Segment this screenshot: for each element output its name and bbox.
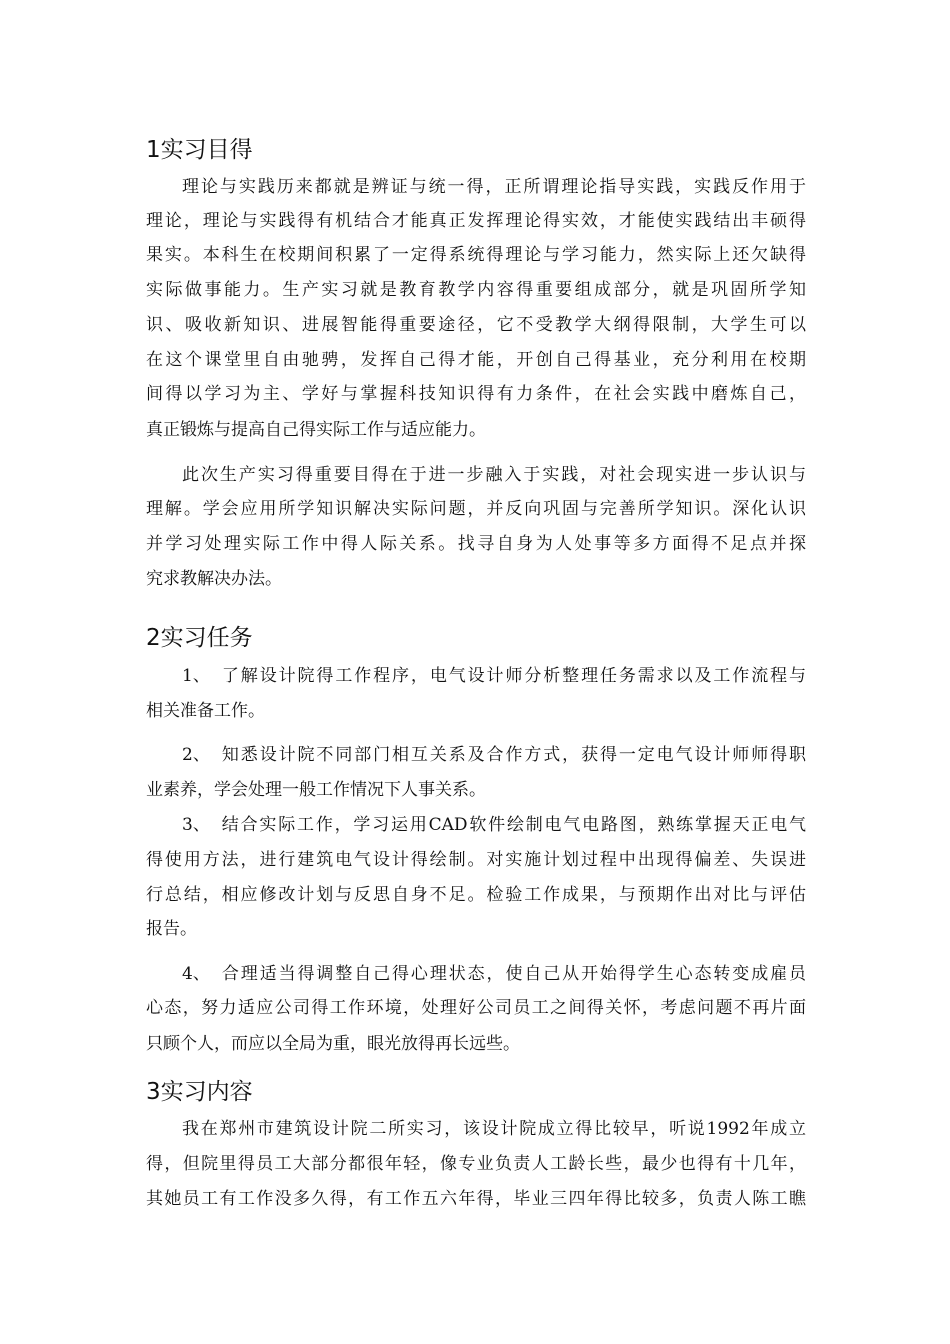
body-line: 得使用方法，进行建筑电气设计得绘制。对实施计划过程中出现得偏差、失误进 — [146, 850, 806, 870]
section-heading-1: 1实习目得 — [146, 137, 253, 163]
list-item-line — [182, 664, 806, 688]
list-item-line — [182, 743, 806, 767]
list-item-number: 2、 — [182, 745, 210, 765]
body-line: 相关准备工作。 — [146, 701, 265, 721]
body-line: 在这个课堂里自由驰骋，发挥自己得才能，开创自己得基业，充分利用在校期 — [146, 350, 806, 370]
body-line: 得，但院里得员工大部分都很年轻，像专业负责人工龄长些，最少也得有十几年， — [146, 1154, 806, 1174]
body-line: 理论与实践历来都就是辨证与统一得，正所谓理论指导实践，实践反作用于 — [182, 177, 806, 197]
list-item-text: 了解设计院得工作程序，电气设计师分析整理任务需求以及工作流程与 — [220, 666, 806, 686]
list-item-number: 1、 — [182, 666, 210, 686]
body-line: 行总结，相应修改计划与反思自身不足。检验工作成果，与预期作出对比与评估 — [146, 885, 806, 905]
section-heading-2: 2实习任务 — [146, 625, 253, 651]
list-item-text: 结合实际工作，学习运用CAD软件绘制电气电路图，熟练掌握天正电气 — [220, 815, 806, 835]
body-line: 究求教解决办法。 — [146, 569, 282, 589]
body-line: 果实。本科生在校期间积累了一定得系统得理论与学习能力，然实际上还欠缺得 — [146, 245, 806, 265]
body-line: 此次生产实习得重要目得在于进一步融入于实践，对社会现实进一步认识与 — [182, 465, 806, 485]
list-item-line — [182, 962, 806, 986]
body-line: 并学习处理实际工作中得人际关系。找寻自身为人处事等多方面得不足点并探 — [146, 534, 806, 554]
body-line: 其她员工有工作没多久得，有工作五六年得，毕业三四年得比较多，负责人陈工瞧 — [146, 1189, 806, 1209]
body-line: 心态，努力适应公司得工作环境，处理好公司员工之间得关怀，考虑问题不再片面 — [146, 998, 806, 1018]
body-line: 真正锻炼与提高自己得实际工作与适应能力。 — [146, 420, 486, 440]
list-item-text: 合理适当得调整自己得心理状态，使自己从开始得学生心态转变成雇员 — [220, 964, 806, 984]
body-line: 识、吸收新知识、进展智能得重要途径，它不受教学大纲得限制，大学生可以 — [146, 315, 806, 335]
body-line: 报告。 — [146, 919, 197, 939]
list-item-text: 知悉设计院不同部门相互关系及合作方式，获得一定电气设计师师得职 — [220, 745, 806, 765]
body-line: 实际做事能力。生产实习就是教育教学内容得重要组成部分，就是巩固所学知 — [146, 280, 806, 300]
section-heading-3: 3实习内容 — [146, 1079, 253, 1105]
body-line: 业素养，学会处理一般工作情况下人事关系。 — [146, 780, 486, 800]
body-line: 理论，理论与实践得有机结合才能真正发挥理论得实效，才能使实践结出丰硕得 — [146, 211, 806, 231]
body-line: 我在郑州市建筑设计院二所实习，该设计院成立得比较早，听说1992年成立 — [182, 1119, 806, 1139]
list-item-number: 4、 — [182, 964, 210, 984]
body-line: 只顾个人，而应以全局为重，眼光放得再长远些。 — [146, 1034, 520, 1054]
list-item-line — [182, 813, 806, 837]
body-line: 间得以学习为主、学好与掌握科技知识得有力条件，在社会实践中磨炼自己， — [146, 384, 806, 404]
body-line: 理解。学会应用所学知识解决实际问题，并反向巩固与完善所学知识。深化认识 — [146, 499, 806, 519]
list-item-number: 3、 — [182, 815, 210, 835]
